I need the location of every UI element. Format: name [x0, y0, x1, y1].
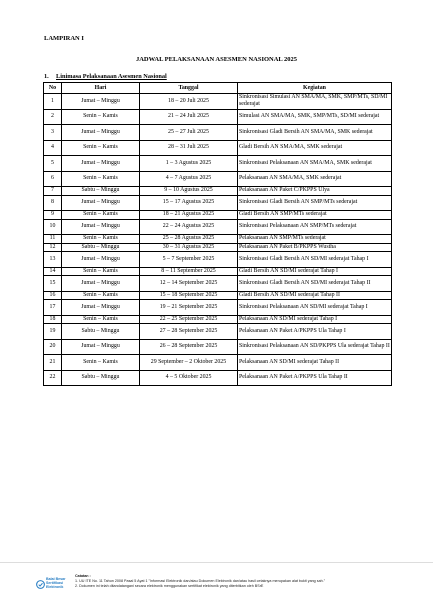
table-row: [44, 187, 392, 196]
cell-kegiatan: Pelaksanaan AN Paket C/PKPPS Ulya: [238, 187, 392, 196]
cell-tanggal: 25 – 28 Agustus 2025: [140, 235, 238, 244]
cell-hari: Jumat – Minggu: [62, 94, 140, 110]
cell-tanggal: 26 – 28 September 2025: [140, 339, 238, 355]
logo-line-2: Sertifikasi: [46, 581, 64, 586]
cell-kegiatan: Pelaksanaan AN Paket A/PKPPS Ula Tahap I: [238, 324, 392, 340]
cell-hari: Jumat – Minggu: [62, 125, 140, 141]
table-row: [44, 219, 392, 235]
cell-no: 5: [44, 156, 62, 172]
bsre-logo-text: [46, 577, 66, 590]
cell-hari: Sabtu – Minggu: [62, 370, 140, 386]
cell-hari: Jumat – Minggu: [62, 195, 140, 211]
cell-no: 9: [44, 211, 62, 220]
cell-no: 13: [44, 252, 62, 268]
table-row: [44, 140, 392, 156]
table-row: [44, 315, 392, 324]
cell-hari: Jumat – Minggu: [62, 339, 140, 355]
cell-hari: Senin – Kamis: [62, 211, 140, 220]
cell-hari: Jumat – Minggu: [62, 252, 140, 268]
cell-hari: Senin – Kamis: [62, 355, 140, 371]
cell-no: 3: [44, 125, 62, 141]
cell-kegiatan: Sinkronisasi Pelaksanaan AN SD/MI sederajat Tahap I: [238, 300, 392, 316]
cell-kegiatan: Sinkronisasi Gladi Bersih AN SMP/MTs sederajat: [238, 195, 392, 211]
section-title: Linimasa Pelaksanaan Asesmen Nasional: [56, 73, 167, 80]
cell-hari: Sabtu – Minggu: [62, 324, 140, 340]
cell-kegiatan: Pelaksanaan AN SMA/MA, SMK sederajat: [238, 171, 392, 187]
cell-tanggal: 25 – 27 Juli 2025: [140, 125, 238, 141]
cell-tanggal: 4 – 5 Oktober 2025: [140, 370, 238, 386]
cell-kegiatan: Pelaksanaan AN SMP/MTs sederajat: [238, 235, 392, 244]
cell-kegiatan: Sinkronisasi Gladi Bersih AN SMA/MA, SMK sederajat: [238, 125, 392, 141]
table-row: [44, 125, 392, 141]
cell-hari: Senin – Kamis: [62, 140, 140, 156]
document-title: JADWAL PELAKSANAAN ASESMEN NASIONAL 2025: [135, 56, 298, 63]
cell-kegiatan: Sinkronisasi Gladi Bersih AN SD/MI sederajat Tahap I: [238, 252, 392, 268]
table-row: [44, 300, 392, 316]
cell-tanggal: 8 – 11 September 2025: [140, 267, 238, 276]
cell-hari: Jumat – Minggu: [62, 300, 140, 316]
cell-no: 7: [44, 187, 62, 196]
cell-no: 21: [44, 355, 62, 371]
cell-kegiatan: Gladi Bersih AN SD/MI sederajat Tahap I: [238, 267, 392, 276]
lampiran-label: LAMPIRAN I: [44, 35, 84, 42]
cell-no: 1: [44, 94, 62, 110]
table-row: [44, 211, 392, 220]
cell-kegiatan: Gladi Bersih AN SMP/MTs sederajat: [238, 211, 392, 220]
cell-no: 8: [44, 195, 62, 211]
cell-tanggal: 15 – 18 September 2025: [140, 291, 238, 300]
cell-hari: Senin – Kamis: [62, 171, 140, 187]
cell-hari: Jumat – Minggu: [62, 219, 140, 235]
section-heading: [44, 73, 167, 80]
cell-hari: Jumat – Minggu: [62, 276, 140, 292]
cell-kegiatan: Gladi Bersih AN SD/MI sederajat Tahap II: [238, 291, 392, 300]
header-tanggal: Tanggal: [140, 83, 238, 94]
cell-no: 10: [44, 219, 62, 235]
table-row: [44, 171, 392, 187]
cell-kegiatan: Pelaksanaan AN SD/MI sederajat Tahap I: [238, 315, 392, 324]
cell-tanggal: 19 – 21 September 2025: [140, 300, 238, 316]
cell-kegiatan: Pelaksanaan AN Paket B/PKPPS Wustha: [238, 243, 392, 252]
table-row: [44, 156, 392, 172]
cell-tanggal: 22 – 25 September 2025: [140, 315, 238, 324]
cell-no: 14: [44, 267, 62, 276]
cell-hari: Senin – Kamis: [62, 315, 140, 324]
table-row: [44, 94, 392, 110]
cell-tanggal: 12 – 14 September 2025: [140, 276, 238, 292]
cell-kegiatan: Pelaksanaan AN Paket A/PKPPS Ula Tahap II: [238, 370, 392, 386]
cell-hari: Sabtu – Minggu: [62, 243, 140, 252]
bsre-logo-icon: [36, 580, 45, 589]
cell-kegiatan: Sinkronisasi Pelaksanaan AN SMP/MTs sederajat: [238, 219, 392, 235]
cell-tanggal: 28 – 31 Juli 2025: [140, 140, 238, 156]
cell-no: 19: [44, 324, 62, 340]
schedule-table: [43, 82, 392, 386]
logo-line-3: Elektronik: [46, 585, 64, 590]
cell-tanggal: 9 – 10 Agustus 2025: [140, 187, 238, 196]
cell-no: 18: [44, 315, 62, 324]
cell-no: 15: [44, 276, 62, 292]
cell-tanggal: 22 – 24 Agustus 2025: [140, 219, 238, 235]
cell-no: 11: [44, 235, 62, 244]
table-row: [44, 355, 392, 371]
cell-tanggal: 15 – 17 Agustus 2025: [140, 195, 238, 211]
cell-hari: Senin – Kamis: [62, 235, 140, 244]
cell-hari: Sabtu – Minggu: [62, 187, 140, 196]
logo-line-1: Balai Besar: [46, 577, 66, 581]
cell-kegiatan: Gladi Bersih AN SMA/MA, SMK sederajat: [238, 140, 392, 156]
table-row: [44, 370, 392, 386]
cell-no: 20: [44, 339, 62, 355]
cell-kegiatan: Sinkronisasi Gladi Bersih AN SD/MI sederajat Tahap II: [238, 276, 392, 292]
note-1: 1. UU ITE No. 11 Tahun 2008 Pasal 5 Ayat 1 "Informasi Elektronik dan/atau Dokumen Elektronik dan/atau hasil cetaknya merupakan alat bukti yang sah.": [75, 579, 326, 583]
cell-no: 4: [44, 140, 62, 156]
table-row: [44, 339, 392, 355]
cell-tanggal: 29 September – 2 Oktober 2025: [140, 355, 238, 371]
header-kegiatan: Kegiatan: [238, 83, 392, 94]
cell-tanggal: 4 – 7 Agustus 2025: [140, 171, 238, 187]
cell-tanggal: 18 – 21 Agustus 2025: [140, 211, 238, 220]
cell-no: 12: [44, 243, 62, 252]
cell-kegiatan: Sinkronisasi Pelaksanaan AN SMA/MA, SMK sederajat: [238, 156, 392, 172]
table-body: [44, 94, 392, 386]
cell-kegiatan: Pelaksanaan AN SD/MI sederajat Tahap II: [238, 355, 392, 371]
cell-no: 22: [44, 370, 62, 386]
cell-no: 6: [44, 171, 62, 187]
cell-hari: Senin – Kamis: [62, 109, 140, 125]
header-no: No: [44, 83, 62, 94]
table-row: [44, 324, 392, 340]
cell-tanggal: 5 – 7 September 2025: [140, 252, 238, 268]
table-row: [44, 267, 392, 276]
cell-no: 17: [44, 300, 62, 316]
cell-hari: Senin – Kamis: [62, 267, 140, 276]
cell-no: 16: [44, 291, 62, 300]
footer-notes: [75, 574, 325, 589]
notes-heading: Catatan :: [75, 574, 91, 578]
table-row: [44, 252, 392, 268]
cell-tanggal: 1 – 3 Agustus 2025: [140, 156, 238, 172]
table-row: [44, 291, 392, 300]
section-number: 1.: [44, 73, 49, 80]
bsre-logo: [36, 576, 66, 598]
table-row: [44, 109, 392, 125]
table-header-row: [44, 83, 392, 94]
cell-kegiatan: Sinkronisasi Simulasi AN SMA/MA, SMK, SMP/MTs, SD/MI sederajat: [238, 94, 392, 110]
header-hari: Hari: [62, 83, 140, 94]
cell-tanggal: 27 – 28 September 2025: [140, 324, 238, 340]
cell-tanggal: 30 – 31 Agustus 2025: [140, 243, 238, 252]
cell-hari: Jumat – Minggu: [62, 156, 140, 172]
table-row: [44, 235, 392, 244]
cell-no: 2: [44, 109, 62, 125]
cell-tanggal: 21 – 24 Juli 2025: [140, 109, 238, 125]
cell-hari: Senin – Kamis: [62, 291, 140, 300]
table-row: [44, 195, 392, 211]
note-2: 2. Dokumen ini telah ditandatangani secara elektronik menggunakan sertifikat elektronik yang diterbitkan oleh BSrE: [75, 584, 264, 588]
cell-kegiatan: Simulasi AN SMA/MA, SMK, SMP/MTs, SD/MI sederajat: [238, 109, 392, 125]
table-row: [44, 276, 392, 292]
table-row: [44, 243, 392, 252]
cell-tanggal: 18 – 20 Juli 2025: [140, 94, 238, 110]
cell-kegiatan: Sinkronisasi Pelaksanaan AN SD/PKPPS Ula sederajat Tahap II: [238, 339, 392, 355]
